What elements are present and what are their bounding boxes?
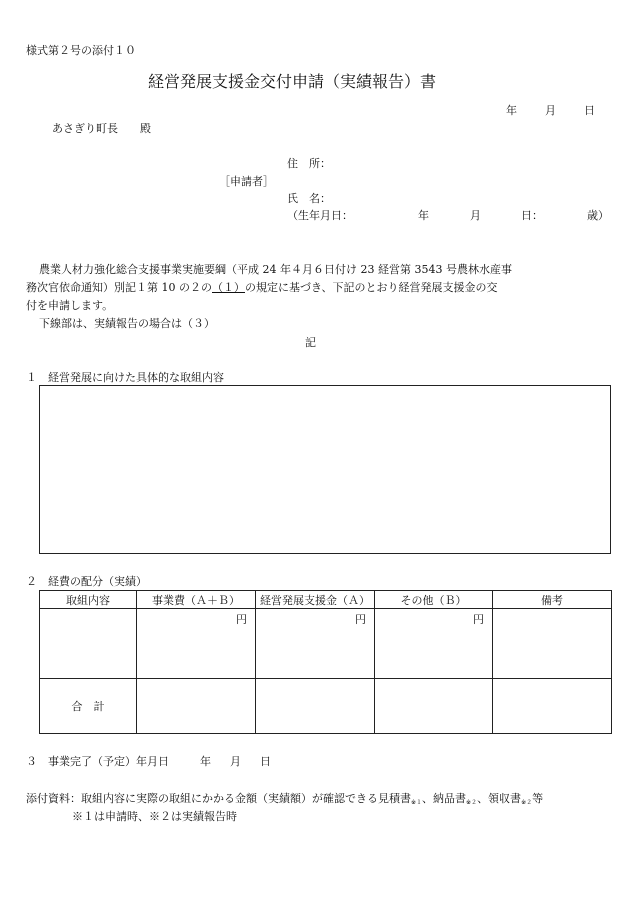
attachment-footnote: ※１は申請時、※２は実績報告時: [72, 810, 237, 823]
other-cell[interactable]: [375, 609, 493, 679]
activity-cell[interactable]: [40, 609, 137, 679]
addressee: あさぎり町長 殿: [52, 122, 151, 135]
expense-table-total-row: [40, 679, 612, 734]
header-other: その他（Ｂ）: [375, 591, 493, 609]
completion-year-label: 年: [200, 755, 211, 768]
attachment-sep-1: 、納品書: [422, 792, 467, 805]
underlined-clause: （１）: [212, 281, 245, 294]
attachment-note-3: ※２: [521, 799, 533, 806]
birth-age-label: 歳）: [587, 209, 609, 222]
header-support-fund: 経営発展支援金（Ａ）: [256, 591, 375, 609]
attachment-note-2: ※２: [466, 799, 478, 806]
name-label: 氏 名：: [287, 192, 331, 205]
expense-table-header-row: [40, 591, 612, 609]
section1-title: １ 経営発展に向けた具体的な取組内容: [26, 371, 224, 384]
yen-unit: 円: [473, 613, 484, 626]
completion-day-label: 日: [260, 755, 271, 768]
address-label: 住 所：: [287, 157, 331, 170]
date-day-label: 日: [584, 104, 595, 117]
header-project-cost: 事業費（Ａ＋Ｂ）: [137, 591, 256, 609]
completion-month-label: 月: [230, 755, 241, 768]
birth-year-label: 年: [418, 209, 429, 222]
section2-title: ２ 経費の配分（実績）: [26, 575, 147, 588]
support-fund-cell[interactable]: [256, 609, 375, 679]
body-paragraph-line2-b: の規定に基づき、下記のとおり経営発展支援金の交: [245, 281, 498, 294]
body-paragraph-line2-a: 務次官依命通知）別記１第 10 の２の: [26, 281, 212, 294]
underline-note: 下線部は、実績報告の場合は（３）: [39, 317, 215, 330]
body-paragraph-line1: 農業人材力強化総合支援事業実施要綱（平成 24 年４月６日付け 23 経営第 3543 号農林水産事: [39, 263, 512, 276]
date-year-label: 年: [506, 104, 517, 117]
section3-title: ３ 事業完了（予定）年月日: [26, 755, 169, 768]
birth-day-label: 日：: [521, 209, 543, 222]
total-label: 合 計: [40, 679, 137, 734]
birth-month-label: 月: [470, 209, 481, 222]
form-number: 様式第２号の添付１０: [26, 44, 136, 57]
date-month-label: 月: [545, 104, 556, 117]
total-support-fund-cell[interactable]: [256, 679, 375, 734]
total-project-cost-cell[interactable]: [137, 679, 256, 734]
total-remarks-cell[interactable]: [493, 679, 612, 734]
yen-unit: 円: [236, 613, 247, 626]
attachment-tail: 等: [532, 792, 544, 805]
header-remarks: 備考: [493, 591, 612, 609]
expense-table: [39, 590, 612, 734]
body-paragraph-line3: 付を申請します。: [26, 299, 114, 312]
ki-mark: 記: [305, 336, 316, 349]
applicant-bracket-label: ［申請者］: [219, 175, 274, 188]
birth-open-label: （生年月日：: [287, 209, 353, 222]
section1-content-box[interactable]: [39, 385, 611, 554]
project-cost-cell[interactable]: [137, 609, 256, 679]
attachment-label: 添付資料：取組内容に実際の取組にかかる金額（実績額）が確認できる見積書: [26, 792, 411, 805]
remarks-cell[interactable]: [493, 609, 612, 679]
attachment-sep-2: 、領収書: [477, 792, 522, 805]
page-title: 経営発展支援金交付申請（実績報告）書: [148, 72, 437, 91]
header-activity: 取組内容: [40, 591, 137, 609]
expense-table-row: [40, 609, 612, 679]
attachment-note-1: ※１: [411, 799, 423, 806]
attachment-line: [26, 792, 543, 806]
total-other-cell[interactable]: [375, 679, 493, 734]
yen-unit: 円: [355, 613, 366, 626]
body-paragraph-line2: [26, 281, 498, 295]
